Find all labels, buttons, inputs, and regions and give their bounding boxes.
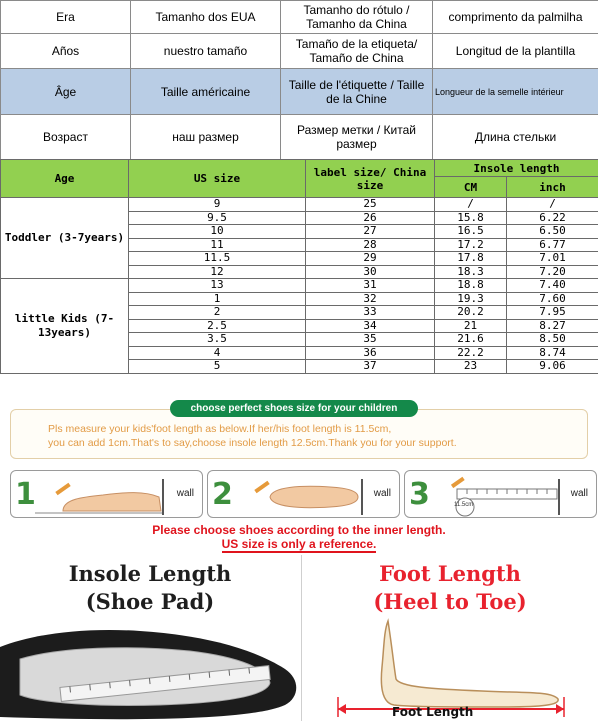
table-row [1, 279, 598, 293]
translation-row-spanish [1, 34, 598, 69]
ruler-icon [427, 475, 577, 517]
age-group-label: little Kids (7-13years) [1, 279, 129, 374]
translation-cell: Longueur de la semelle intérieur [433, 69, 598, 115]
us-size-cell: 4 [129, 346, 306, 360]
translation-cell: Âge [1, 69, 131, 115]
measure-guide [0, 397, 598, 555]
insole-cm-cell: 15.8 [435, 211, 507, 225]
label-size-cell: 35 [306, 333, 435, 347]
measure-steps [10, 470, 595, 518]
header-label-size: label size/ China size [306, 160, 435, 198]
hint-line: Pls measure your kids'foot length as below.If her/his foot length is 11.5cm, [48, 423, 392, 435]
label-size-cell: 26 [306, 211, 435, 225]
size-table [0, 159, 598, 374]
header-cm: CM [435, 177, 507, 198]
foot-top-icon [230, 475, 380, 517]
us-size-cell: 1 [129, 292, 306, 306]
insole-inch-cell: 8.74 [507, 346, 598, 360]
insole-cm-cell: 18.8 [435, 279, 507, 293]
foot-length-subtitle: (Heel to Toe) [373, 589, 527, 614]
header-insole-length: Insole length [435, 160, 598, 177]
insole-inch-cell: 7.20 [507, 265, 598, 279]
insole-inch-cell: 6.50 [507, 225, 598, 239]
us-size-cell: 13 [129, 279, 306, 293]
us-size-cell: 11 [129, 238, 306, 252]
insole-inch-cell: 6.77 [507, 238, 598, 252]
label-size-cell: 29 [306, 252, 435, 266]
insole-title: Insole Length [68, 561, 232, 586]
insole-subtitle: (Shoe Pad) [85, 589, 215, 614]
warning-text: Please choose shoes according to the inner length. [152, 523, 446, 537]
size-table-header-row [1, 160, 598, 177]
wall-label: wall [570, 488, 588, 499]
insole-inch-cell: 8.50 [507, 333, 598, 347]
us-size-cell: 2.5 [129, 319, 306, 333]
label-size-cell: 31 [306, 279, 435, 293]
insole-length-panel [0, 555, 300, 721]
insole-cm-cell: 18.3 [435, 265, 507, 279]
translation-cell: Tamaño de la etiqueta/ Tamaño de China [281, 34, 433, 69]
us-size-cell: 3.5 [129, 333, 306, 347]
wall-label: wall [373, 488, 391, 499]
translation-cell: Años [1, 34, 131, 69]
translation-row-french [1, 69, 598, 115]
translation-cell: наш размер [131, 115, 281, 160]
us-size-cell: 10 [129, 225, 306, 239]
warning-note [0, 537, 598, 551]
insole-cm-cell: 21 [435, 319, 507, 333]
insole-cm-cell: 21.6 [435, 333, 507, 347]
label-size-cell: 34 [306, 319, 435, 333]
label-size-cell: 30 [306, 265, 435, 279]
step-2-panel [207, 470, 400, 518]
table-row [1, 198, 598, 212]
translation-cell: Taille américaine [131, 69, 281, 115]
insole-inch-cell: 9.06 [507, 360, 598, 374]
label-size-cell: 25 [306, 198, 435, 212]
translation-cell: Возраст [1, 115, 131, 160]
translation-cell: Tamanho dos EUA [131, 1, 281, 34]
insole-inch-cell: 7.60 [507, 292, 598, 306]
translation-cell: Taille de l'étiquette / Taille de la Chine [281, 69, 433, 115]
size-table-body [1, 198, 598, 374]
label-size-cell: 27 [306, 225, 435, 239]
insole-cm-cell: 16.5 [435, 225, 507, 239]
label-size-cell: 37 [306, 360, 435, 374]
insole-cm-cell: / [435, 198, 507, 212]
label-size-cell: 28 [306, 238, 435, 252]
us-size-cell: 2 [129, 306, 306, 320]
translation-cell: Tamanho do rótulo / Tamanho da China [281, 1, 433, 34]
foot-length-panel [301, 555, 598, 721]
insole-cm-cell: 22.2 [435, 346, 507, 360]
foot-side-icon [33, 475, 183, 517]
header-age: Age [1, 160, 129, 198]
shoe-insole-photo-icon [0, 617, 300, 721]
insole-cm-cell: 19.3 [435, 292, 507, 306]
translation-row-russian [1, 115, 598, 160]
translation-row-portuguese [1, 1, 598, 34]
step-3-panel [404, 470, 597, 518]
step-1-panel [10, 470, 203, 518]
translation-table [0, 0, 598, 160]
header-inch: inch [507, 177, 598, 198]
insole-cm-cell: 17.2 [435, 238, 507, 252]
us-size-cell: 12 [129, 265, 306, 279]
insole-inch-cell: 7.95 [507, 306, 598, 320]
label-size-cell: 32 [306, 292, 435, 306]
insole-inch-cell: 6.22 [507, 211, 598, 225]
insole-inch-cell: 7.01 [507, 252, 598, 266]
us-size-cell: 9.5 [129, 211, 306, 225]
insole-cm-cell: 20.2 [435, 306, 507, 320]
insole-inch-cell: / [507, 198, 598, 212]
translation-cell: nuestro tamaño [131, 34, 281, 69]
step-number: 2 [212, 477, 233, 512]
warning-note-text: US size is only a reference. [221, 537, 377, 551]
label-size-cell: 33 [306, 306, 435, 320]
age-group-label: Toddler (3-7years) [1, 198, 129, 279]
translation-cell: comprimento da palmilha [433, 1, 598, 34]
wall-label: wall [176, 488, 194, 499]
translation-cell: Длина стельки [433, 115, 598, 160]
header-us-size: US size [129, 160, 306, 198]
hint-line: you can add 1cm.That's to say,choose insole length 12.5cm.Thank you for your support. [48, 437, 457, 449]
insole-inch-cell: 7.40 [507, 279, 598, 293]
insole-cm-cell: 17.8 [435, 252, 507, 266]
length-panels [0, 555, 598, 721]
translation-cell: Longitud de la plantilla [433, 34, 598, 69]
step-number: 3 [409, 477, 430, 512]
translation-cell: Era [1, 1, 131, 34]
foot-length-title: Foot Length [379, 561, 521, 586]
insole-inch-cell: 8.27 [507, 319, 598, 333]
us-size-cell: 5 [129, 360, 306, 374]
measure-hint [48, 422, 588, 450]
banner-title: choose perfect shoes size for your children [170, 400, 418, 417]
translation-cell: Размер метки / Китай размер [281, 115, 433, 160]
ruler-mark: 11.5cm [454, 502, 474, 508]
insole-cm-cell: 23 [435, 360, 507, 374]
label-size-cell: 36 [306, 346, 435, 360]
us-size-cell: 9 [129, 198, 306, 212]
foot-length-caption: Foot Length [392, 705, 474, 719]
us-size-cell: 11.5 [129, 252, 306, 266]
step-number: 1 [15, 477, 36, 512]
